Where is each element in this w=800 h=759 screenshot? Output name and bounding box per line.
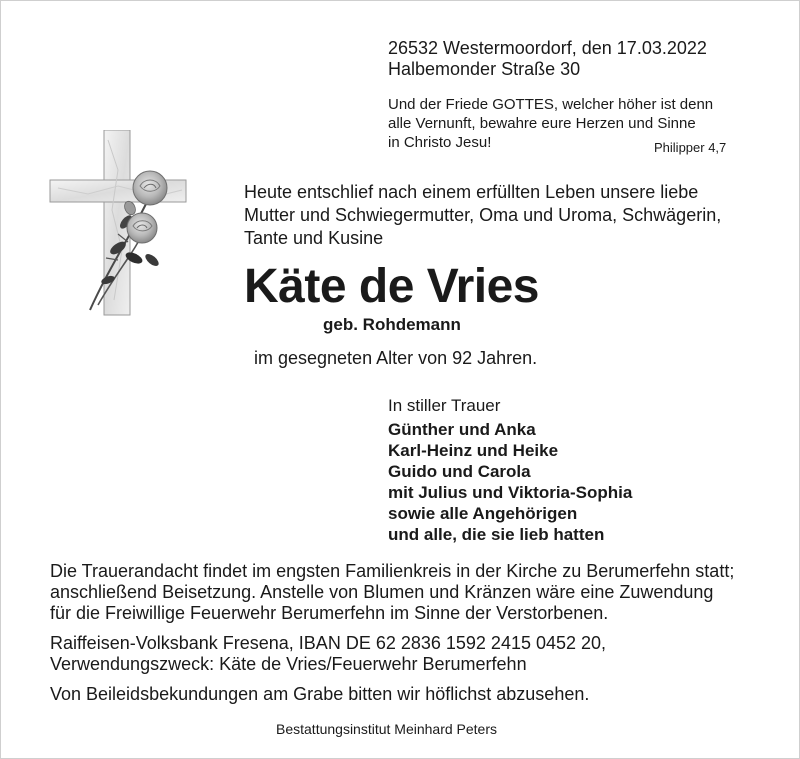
intro-line-2: Mutter und Schwiegermutter, Oma und Uroma, Schwägerin,	[244, 205, 722, 225]
verse-reference: Philipper 4,7	[654, 140, 727, 155]
header-street: Halbemonder Straße 30	[388, 59, 581, 79]
mourner-line: Günther und Anka	[388, 420, 536, 439]
bank-line-2: Verwendungszweck: Käte de Vries/Feuerwehr Berumerfehn	[50, 654, 527, 674]
birth-name: geb. Rohdemann	[323, 315, 461, 334]
age-text: im gesegneten Alter von 92 Jahren.	[254, 348, 538, 368]
ceremony-line-3: für die Freiwillige Feuerwehr Berumerfehn im Sinne der Verstorbenen.	[50, 603, 609, 623]
verse-line-2: alle Vernunft, bewahre eure Herzen und Sinne	[388, 115, 696, 132]
verse-line-1: Und der Friede GOTTES, welcher höher ist denn	[388, 96, 714, 113]
condolence-text: Von Beileidsbekundungen am Grabe bitten wir höflichst abzusehen.	[50, 684, 590, 704]
mourner-line: mit Julius und Viktoria-Sophia	[388, 483, 633, 502]
mourning-label: In stiller Trauer	[388, 396, 501, 415]
mourner-line: und alle, die sie lieb hatten	[388, 525, 605, 544]
header-place-date: 26532 Westermoordorf, den 17.03.2022	[388, 38, 707, 58]
verse-line-3: in Christo Jesu!	[388, 134, 492, 151]
intro-line-1: Heute entschlief nach einem erfüllten Leben unsere liebe	[244, 182, 699, 202]
mourner-line: Karl-Heinz und Heike	[388, 441, 559, 460]
cross-with-roses-icon	[48, 130, 188, 320]
intro-line-3: Tante und Kusine	[244, 228, 384, 248]
undertaker-name: Bestattungsinstitut Meinhard Peters	[276, 721, 498, 737]
bank-line-1: Raiffeisen-Volksbank Fresena, IBAN DE 62 2836 1592 2415 0452 20,	[50, 633, 607, 653]
ceremony-line-1: Die Trauerandacht findet im engsten Familienkreis in der Kirche zu Berumerfehn statt;	[50, 561, 735, 581]
deceased-name: Käte de Vries	[244, 260, 539, 313]
mourner-line: sowie alle Angehörigen	[388, 504, 578, 523]
mourner-line: Guido und Carola	[388, 462, 531, 481]
ceremony-line-2: anschließend Beisetzung. Anstelle von Blumen und Kränzen wäre eine Zuwendung	[50, 582, 714, 602]
